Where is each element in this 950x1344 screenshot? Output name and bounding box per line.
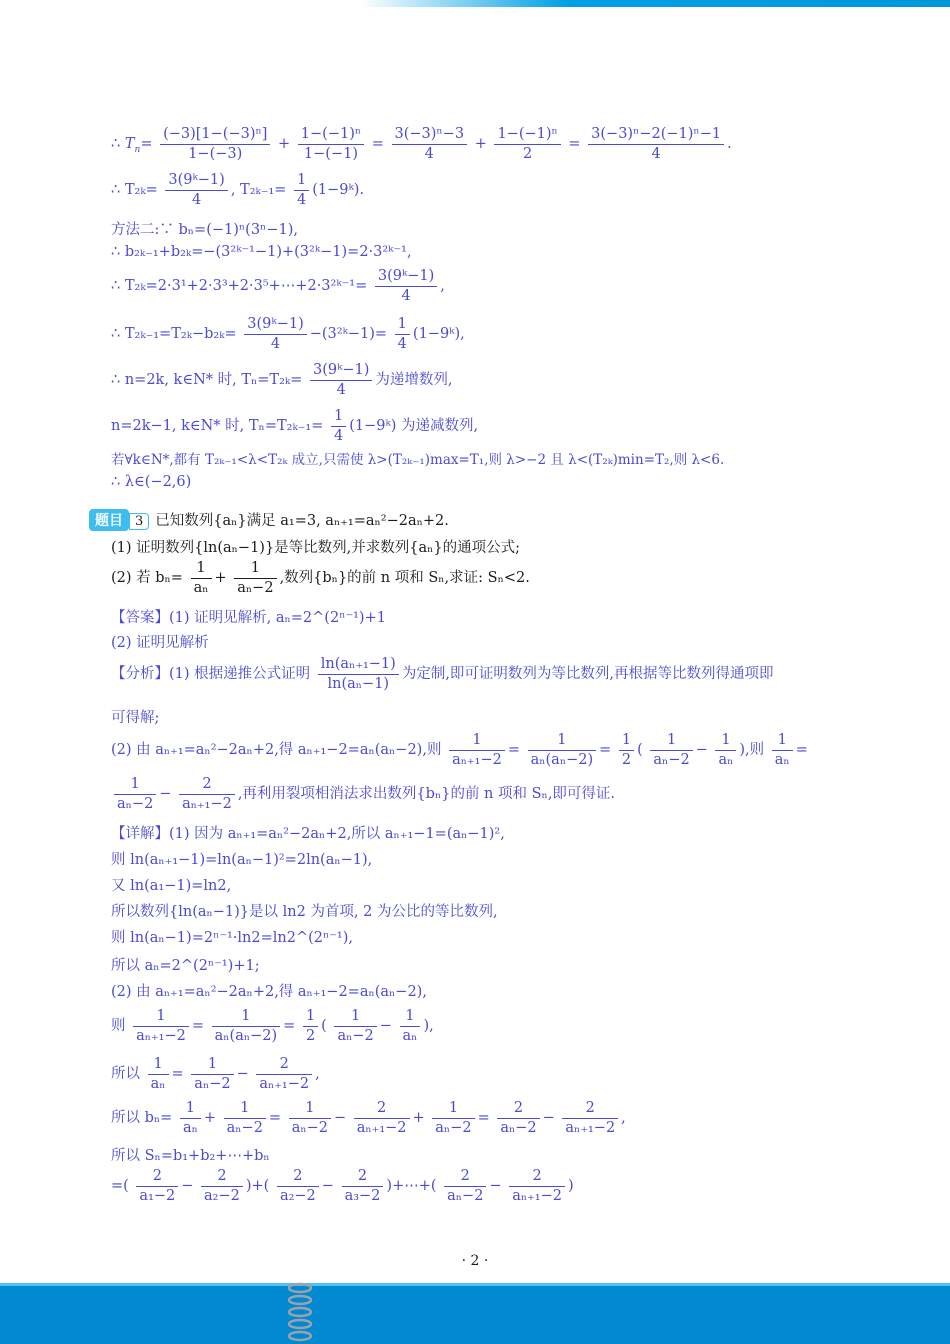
fraction: $\frac{\text{3(−3)ⁿ−3}}{4}$ [392,126,468,162]
fraction: $\frac{\text{3(−3)ⁿ−2(−1)ⁿ−1}}{4}$ [588,126,724,162]
analysis-line: (2) 由 aₙ₊₁=aₙ²−2aₙ+2,得 aₙ₊₁−2=aₙ(aₙ−2),则 $\frac{1}{\text{aₙ₊₁−2}}$ = $\frac{1}{\text{aₙ(aₙ−2)}}$ = $\frac{1}{2}$ ( $\frac{1}{\text{aₙ−2}}$ − $\frac{1}{\text{aₙ}}$ ),则 $\frac{1}{\text{aₙ}}$ = [111,732,808,768]
problem-number: 3 [129,513,149,530]
answer-line: (2) 证明见解析 [111,635,209,651]
fraction: $\frac{1}{4}$ [395,316,410,352]
fraction: $\frac{\text{1−(−1)ⁿ}}{1-(-1)}$ [298,126,364,162]
solution-line: ∴ T₂ₖ=2·3¹+2·3³+2·3⁵+⋯+2·3²ᵏ⁻¹= $\frac{\text{3(9ᵏ−1)}}{4}$ , [111,268,445,304]
solution-line: ∴ T₂ₖ₋₁=T₂ₖ−b₂ₖ= $\frac{\text{3(9ᵏ−1)}}{4}$ −(3²ᵏ−1)= $\frac{1}{4}$ (1−9ᵏ), [111,316,465,352]
spiral-binding-icon [286,1280,314,1344]
fraction: $\frac{\text{3(9ᵏ−1)}}{4}$ [310,362,372,398]
fraction: $\frac{\text{3(9ᵏ−1)}}{4}$ [244,316,306,352]
problem-stem: 题目 3 已知数列{aₙ}满足 a₁=3, aₙ₊₁=aₙ²−2aₙ+2. [89,509,449,531]
detail-line: 所以 aₙ=2^(2ⁿ⁻¹)+1; [111,958,260,974]
detail-line: (2) 由 aₙ₊₁=aₙ²−2aₙ+2,得 aₙ₊₁−2=aₙ(aₙ−2), [111,984,427,1000]
detail-line: 所以 $\frac{1}{\text{aₙ}}$ = $\frac{1}{\text{aₙ−2}}$ − $\frac{2}{\text{aₙ₊₁−2}}$ , [111,1056,320,1092]
detail-line: 所以 Sₙ=b₁+b₂+⋯+bₙ [111,1148,270,1164]
problem-part: (1) 证明数列{ln(aₙ−1)}是等比数列,并求数列{aₙ}的通项公式; [111,540,521,556]
detail-line: 所以数列{ln(aₙ−1)}是以 ln2 为首项, 2 为公比的等比数列, [111,904,498,920]
fraction: $\frac{\text{3(9ᵏ−1)}}{4}$ [165,172,227,208]
analysis-line: 可得解; [111,710,160,726]
analysis-line: 【分析】(1) 根据递推公式证明 $\frac{\text{ln(aₙ₊₁−1)}}{\text{ln(aₙ−1)}}$ 为定制,即可证明数列为等比数列,再根据等比数列得通项即 [111,656,774,692]
solution-line: ∴ $T_n=$ $\frac{\text{(−3)[1−(−3)ⁿ]}}{1-(-3)}$ + $\frac{\text{1−(−1)ⁿ}}{1-(-1)}$ = $\frac{\text{3(−3)ⁿ−3}}{4}$ + $\frac{\text{1−(−1)ⁿ}}{2}$ = $\frac{\text{3(−3)ⁿ−2(−1)ⁿ−1}}{4}$ . [111,126,732,162]
footer-bar [0,1283,950,1344]
detail-line: 【详解】(1) 因为 aₙ₊₁=aₙ²−2aₙ+2,所以 aₙ₊₁−1=(aₙ−1)², [111,826,505,842]
problem-part: (2) 若 bₙ= $\frac{1}{\text{aₙ}}$ + $\frac{1}{\text{aₙ−2}}$ ,数列{bₙ}的前 n 项和 Sₙ,求证: Sₙ<2. [111,560,530,596]
solution-line: ∴ n=2k, k∈N* 时, Tₙ=T₂ₖ= $\frac{\text{3(9ᵏ−1)}}{4}$ 为递增数列, [111,362,453,398]
fraction: $\frac{1}{4}$ [331,408,346,444]
problem-tag: 题目 [89,509,129,531]
solution-line: ∴ λ∈(−2,6) [111,474,192,490]
fraction: $\frac{1}{\text{aₙ−2}}$ [234,560,276,596]
solution-line: 方法二:∵ bₙ=(−1)ⁿ(3ⁿ−1), [111,222,298,238]
text: ∴ [111,136,125,153]
detail-line: 则 $\frac{1}{\text{aₙ₊₁−2}}$ = $\frac{1}{\text{aₙ(aₙ−2)}}$ = $\frac{1}{2}$ ( $\frac{1}{\text{aₙ−2}}$ − $\frac{1}{\text{aₙ}}$ ), [111,1008,434,1044]
detail-line: 又 ln(a₁−1)=ln2, [111,878,232,894]
footer-band [0,1283,950,1286]
fraction: $\frac{\text{1−(−1)ⁿ}}{2}$ [494,126,560,162]
text: T [124,136,135,153]
solution-line: ∴ b₂ₖ₋₁+b₂ₖ=−(3²ᵏ⁻¹−1)+(3²ᵏ−1)=2·3²ᵏ⁻¹, [111,244,412,260]
detail-line: =( $\frac{2}{\text{a₁−2}}$ − $\frac{2}{\text{a₂−2}}$ )+( $\frac{2}{\text{a₂−2}}$ − $\frac{2}{\text{a₃−2}}$ )+⋯+( $\frac{2}{\text{aₙ−2}}$ − $\frac{2}{\text{aₙ₊₁−2}}$ ) [111,1168,574,1204]
fraction: $\frac{\text{3(9ᵏ−1)}}{4}$ [375,268,437,304]
detail-line: 所以 bₙ= $\frac{1}{\text{aₙ}}$ + $\frac{1}{\text{aₙ−2}}$ = $\frac{1}{\text{aₙ−2}}$ − $\frac{2}{\text{aₙ₊₁−2}}$ + $\frac{1}{\text{aₙ−2}}$ = $\frac{2}{\text{aₙ−2}}$ − $\frac{2}{\text{aₙ₊₁−2}}$ , [111,1100,626,1136]
top-accent-bar [360,0,950,7]
fraction: $\frac{1}{\text{aₙ}}$ [191,560,212,596]
fraction: $\frac{\text{(−3)[1−(−3)ⁿ]}}{1-(-3)}$ [160,126,270,162]
solution-line: 若∀k∈N*,都有 T₂ₖ₋₁<λ<T₂ₖ 成立,只需使 λ>(T₂ₖ₋₁)max=T₁,则 λ>−2 且 λ<(T₂ₖ)min=T₂,则 λ<6. [111,452,725,468]
fraction: $\frac{1}{4}$ [294,172,309,208]
fraction: $\frac{\text{ln(aₙ₊₁−1)}}{\text{ln(aₙ−1)}}$ [318,656,399,692]
answer-line: 【答案】(1) 证明见解析, aₙ=2^(2ⁿ⁻¹)+1 [111,610,386,626]
detail-line: 则 ln(aₙ₊₁−1)=ln(aₙ−1)²=2ln(aₙ−1), [111,852,373,868]
solution-line: ∴ T₂ₖ= $\frac{\text{3(9ᵏ−1)}}{4}$ , T₂ₖ₋₁= $\frac{1}{4}$ (1−9ᵏ). [111,172,365,208]
detail-line: 则 ln(aₙ−1)=2ⁿ⁻¹·ln2=ln2^(2ⁿ⁻¹), [111,930,354,946]
page-number: · 2 · [461,1253,489,1269]
text: = [140,136,153,153]
solution-line: n=2k−1, k∈N* 时, Tₙ=T₂ₖ₋₁= $\frac{1}{4}$ (1−9ᵏ) 为递减数列, [111,408,479,444]
analysis-line: $\frac{1}{\text{aₙ−2}}$ − $\frac{2}{\text{aₙ₊₁−2}}$ ,再利用裂项相消法求出数列{bₙ}的前 n 项和 Sₙ,即可得证. [111,776,615,812]
